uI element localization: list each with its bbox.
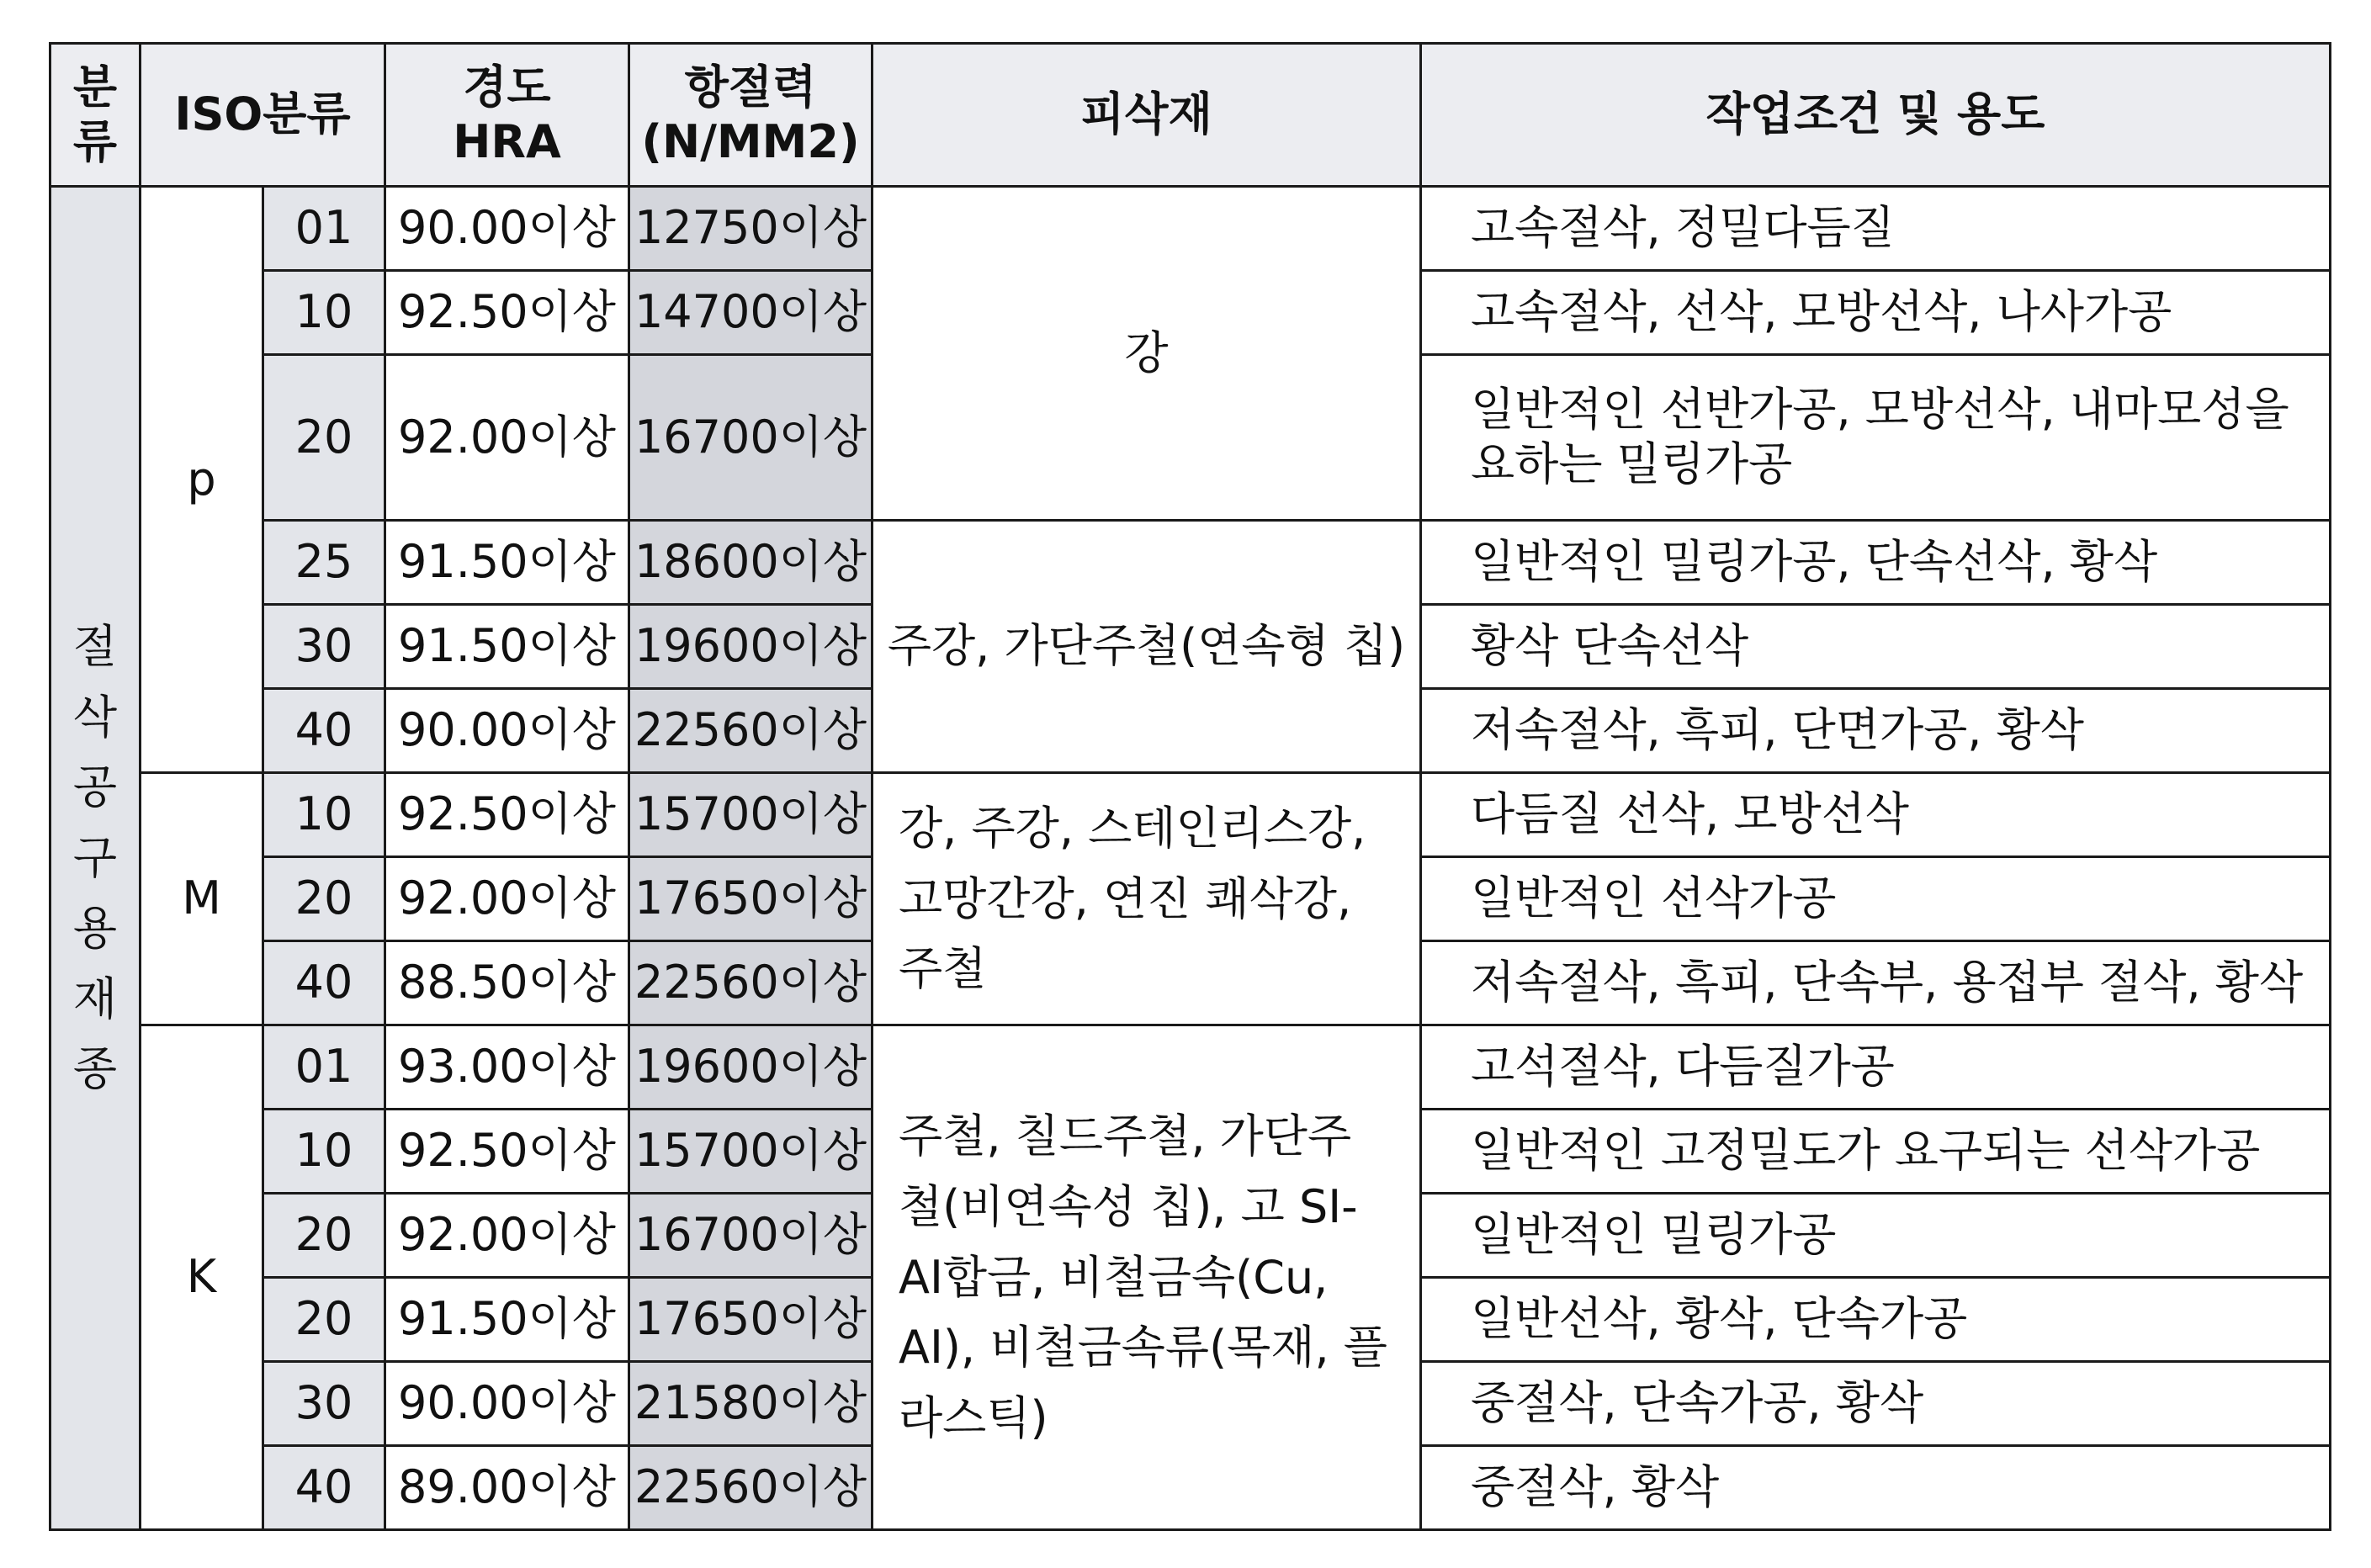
hardness-value: 90.00이상: [385, 689, 629, 773]
strength-value: 18600이상: [629, 521, 873, 605]
usage-cell: 중절삭, 황삭: [1421, 1446, 2331, 1530]
grade-code: 01: [263, 1025, 385, 1110]
material-cell: 강: [873, 187, 1421, 521]
material-cell: 강, 주강, 스테인리스강, 고망간강, 연진 쾌삭강, 주철: [873, 773, 1421, 1025]
header-hardness-label: 경도 HRA: [453, 60, 561, 168]
grade-code: 20: [263, 355, 385, 521]
usage-cell: 고속절삭, 선삭, 모방선삭, 나사가공: [1421, 271, 2331, 355]
strength-value: 22560이상: [629, 689, 873, 773]
grade-code: 40: [263, 1446, 385, 1530]
usage-cell: 일반적인 선반가공, 모방선삭, 내마모성을 요하는 밀링가공: [1421, 355, 2331, 521]
grade-code: 30: [263, 1362, 385, 1446]
header-hardness: [385, 44, 629, 187]
hardness-value: 91.50이상: [385, 605, 629, 689]
hardness-value: 90.00이상: [385, 1362, 629, 1446]
hardness-value: 88.50이상: [385, 941, 629, 1025]
grade-code: 20: [263, 857, 385, 941]
table-row: [50, 521, 2331, 605]
category-cell: [50, 187, 141, 1530]
table-row: [50, 773, 2331, 857]
cutting-tool-grade-table: [49, 42, 2331, 1531]
grade-code: 20: [263, 1194, 385, 1278]
strength-value: 19600이상: [629, 1025, 873, 1110]
hardness-value: 92.50이상: [385, 1110, 629, 1194]
grade-code: 10: [263, 271, 385, 355]
header-row: [50, 44, 2331, 187]
grade-code: 20: [263, 1278, 385, 1362]
grade-code: 40: [263, 689, 385, 773]
hardness-value: 92.00이상: [385, 1194, 629, 1278]
usage-cell: 저속절삭, 흑피, 단면가공, 황삭: [1421, 689, 2331, 773]
strength-value: 17650이상: [629, 857, 873, 941]
grade-code: 40: [263, 941, 385, 1025]
hardness-value: 91.50이상: [385, 521, 629, 605]
iso-group-m: M: [141, 773, 263, 1025]
grade-code: 10: [263, 1110, 385, 1194]
header-usage: 작업조건 및 용도: [1421, 44, 2331, 187]
hardness-value: 92.50이상: [385, 773, 629, 857]
material-cell: 주철, 칠드주철, 가단주철(비연속성 칩), 고 SI-AI합금, 비철금속(Cu, AI), 비철금속류(목재, 플라스틱): [873, 1025, 1421, 1530]
strength-value: 15700이상: [629, 773, 873, 857]
header-iso: ISO분류: [141, 44, 385, 187]
header-category: [50, 44, 141, 187]
hardness-value: 92.00이상: [385, 355, 629, 521]
hardness-value: 93.00이상: [385, 1025, 629, 1110]
strength-value: 22560이상: [629, 1446, 873, 1530]
strength-value: 22560이상: [629, 941, 873, 1025]
header-category-label: 분 류: [72, 60, 118, 168]
usage-cell: 고속절삭, 정밀다듬질: [1421, 187, 2331, 271]
category-label: 절 삭 공 구 용 재 종: [72, 620, 118, 1096]
grade-code: 01: [263, 187, 385, 271]
table-row: [50, 1025, 2331, 1110]
hardness-value: 89.00이상: [385, 1446, 629, 1530]
strength-value: 19600이상: [629, 605, 873, 689]
grade-code: 30: [263, 605, 385, 689]
header-material: 피삭재: [873, 44, 1421, 187]
strength-value: 17650이상: [629, 1278, 873, 1362]
usage-cell: 중절삭, 단속가공, 황삭: [1421, 1362, 2331, 1446]
header-strength: [629, 44, 873, 187]
usage-cell: 저속절삭, 흑피, 단속부, 용접부 절삭, 황삭: [1421, 941, 2331, 1025]
hardness-value: 92.50이상: [385, 271, 629, 355]
usage-cell: 일반적인 밀링가공, 단속선삭, 황삭: [1421, 521, 2331, 605]
strength-value: 14700이상: [629, 271, 873, 355]
usage-cell: 황삭 단속선삭: [1421, 605, 2331, 689]
iso-group-k: K: [141, 1025, 263, 1530]
hardness-value: 91.50이상: [385, 1278, 629, 1362]
header-strength-label: 항절력 (N/MM2): [641, 60, 860, 168]
grade-code: 10: [263, 773, 385, 857]
usage-cell: 일반적인 선삭가공: [1421, 857, 2331, 941]
strength-value: 16700이상: [629, 355, 873, 521]
strength-value: 12750이상: [629, 187, 873, 271]
hardness-value: 90.00이상: [385, 187, 629, 271]
grade-code: 25: [263, 521, 385, 605]
usage-cell: 고석절삭, 다듬질가공: [1421, 1025, 2331, 1110]
strength-value: 16700이상: [629, 1194, 873, 1278]
usage-cell: 일반적인 고정밀도가 요구되는 선삭가공: [1421, 1110, 2331, 1194]
material-cell: 주강, 가단주철(연속형 칩): [873, 521, 1421, 773]
usage-cell: 일반선삭, 황삭, 단속가공: [1421, 1278, 2331, 1362]
table-row: [50, 187, 2331, 271]
strength-value: 21580이상: [629, 1362, 873, 1446]
strength-value: 15700이상: [629, 1110, 873, 1194]
iso-group-p: p: [141, 187, 263, 773]
usage-cell: 일반적인 밀링가공: [1421, 1194, 2331, 1278]
usage-cell: 다듬질 선삭, 모방선삭: [1421, 773, 2331, 857]
hardness-value: 92.00이상: [385, 857, 629, 941]
